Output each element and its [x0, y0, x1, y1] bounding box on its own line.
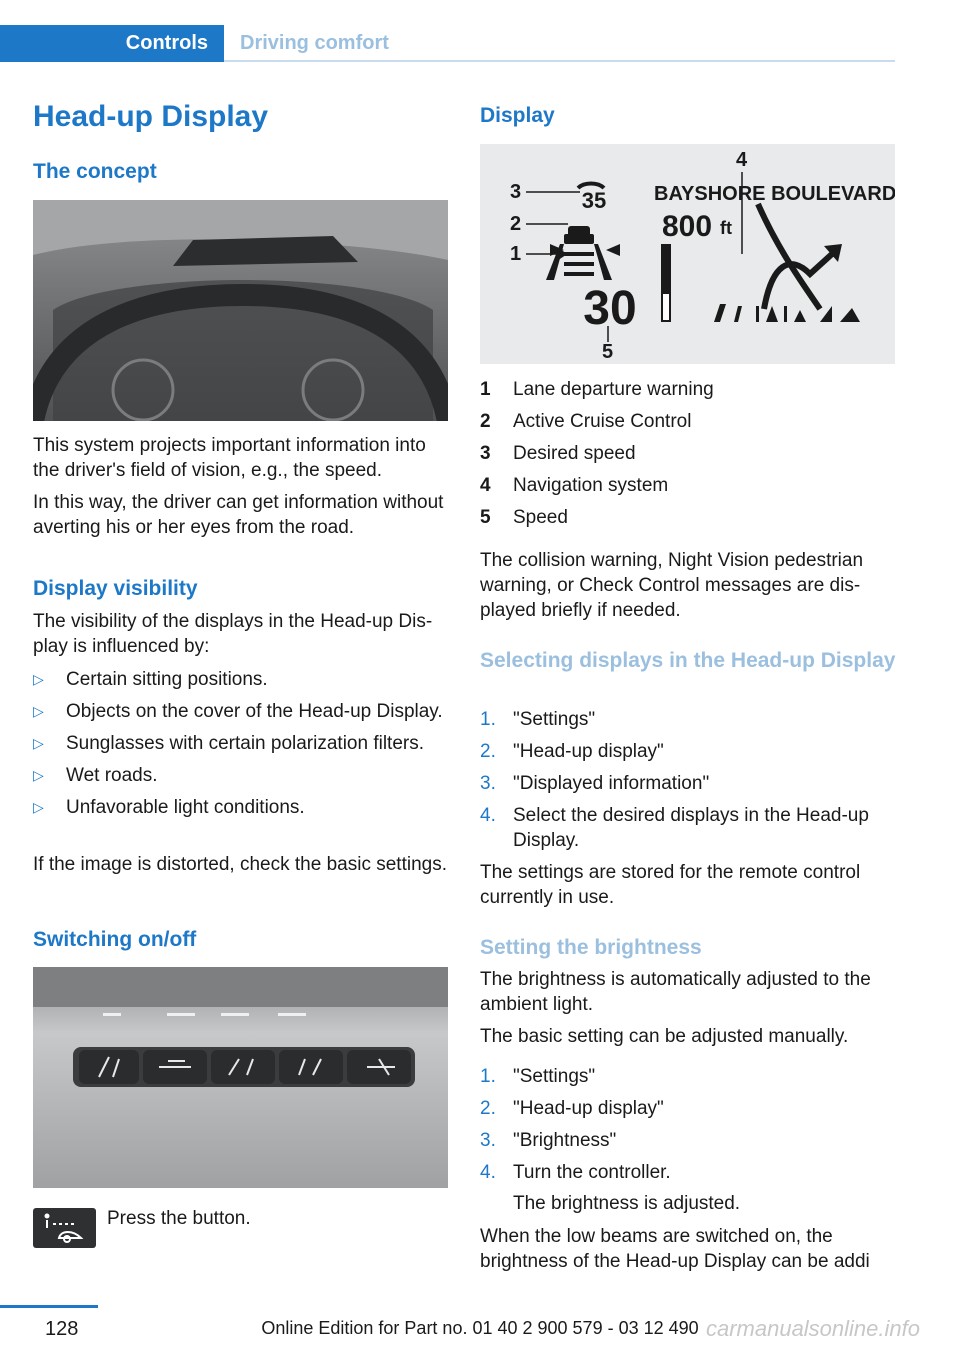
hud-display-diagram: [480, 144, 895, 364]
legend-item: 2 Active Cruise Control: [480, 411, 692, 432]
desired-speed-value: 35: [581, 188, 607, 213]
concept-paragraph-1: This system projects important information into the driver's field of vision, e.g., the speed.: [33, 435, 426, 481]
list-item: 2. "Head-up display": [480, 741, 664, 762]
display-heading: Display: [480, 104, 555, 127]
page-number: 128: [45, 1318, 79, 1340]
lane-markers: [714, 304, 860, 322]
visibility-heading: Display visibility: [33, 577, 198, 600]
distance-unit: ft: [720, 218, 732, 238]
turn-arrow-icon: [758, 204, 842, 309]
list-item: 1. "Settings": [480, 1066, 596, 1087]
callout-4: 4: [736, 149, 748, 171]
brightness-paragraph-2: The basic setting can be adjusted manually.: [480, 1026, 849, 1047]
brightness-paragraph-1: The brightness is automatically adjusted to the ambient light.: [480, 969, 871, 1015]
list-item: ▷ Certain sitting positions.: [33, 669, 268, 690]
callout-3: 3: [510, 181, 522, 203]
press-button-text: Press the button.: [107, 1208, 251, 1229]
brightness-steps-list: [480, 1064, 900, 1192]
settings-stored-paragraph: The settings are stored for the remote control currently in use.: [480, 862, 861, 908]
hud-button-icon[interactable]: [33, 1208, 96, 1248]
dashboard-illustration: [33, 200, 448, 421]
tab-driving-comfort[interactable]: Driving comfort: [240, 32, 389, 54]
visibility-list: [33, 667, 451, 827]
header-divider: [224, 60, 895, 62]
callout-1: 1: [510, 243, 522, 265]
select-displays-heading: Selecting displays in the Head-up Display: [480, 649, 896, 672]
list-item: 4. Select the desired displays in the Head-up Display.: [480, 805, 869, 851]
header-bar: [0, 25, 895, 62]
switching-heading: Switching on/off: [33, 928, 197, 951]
lane-departure-symbol: [546, 244, 620, 280]
list-item: 3. "Displayed information": [480, 773, 710, 794]
callout-2: 2: [510, 213, 522, 235]
list-item: ▷ Unfavorable light conditions.: [33, 797, 305, 818]
watermark: carmanualsonline.info: [705, 1316, 920, 1341]
triangle-bullet-icon: ▷: [33, 703, 44, 719]
tab-controls[interactable]: Controls: [0, 25, 224, 62]
page-title: Head-up Display: [33, 100, 269, 133]
list-item: ▷ Wet roads.: [33, 765, 158, 786]
list-item: 4. Turn the controller.: [480, 1162, 671, 1183]
low-beams-paragraph: When the low beams are switched on, the brightness of the Head-up Display can be addi: [480, 1226, 870, 1272]
brightness-result: The brightness is adjusted.: [513, 1193, 741, 1214]
triangle-bullet-icon: ▷: [33, 735, 44, 751]
legend-item: 3 Desired speed: [480, 443, 636, 464]
distance-bar: [661, 244, 671, 322]
triangle-bullet-icon: ▷: [33, 799, 44, 815]
legend-item: 1 Lane departure warning: [480, 379, 714, 400]
concept-heading: The concept: [33, 160, 157, 183]
legend-item: 5 Speed: [480, 507, 568, 528]
hud-icon: [33, 1208, 96, 1248]
speed-value: 30: [583, 282, 637, 335]
collision-paragraph: The collision warning, Night Vision pedestrian warning, or Check Control messages are displayed briefly if needed.: [480, 550, 864, 621]
footer-accent-line: [0, 1305, 98, 1308]
button-panel-illustration: [33, 967, 448, 1188]
select-steps-list: [480, 707, 900, 860]
callout-5: 5: [602, 341, 614, 363]
dashboard-photo: [33, 200, 448, 421]
list-item: 1. "Settings": [480, 709, 596, 730]
edition-text: Online Edition for Part no. 01 40 2 900 579 - 03 12 490: [261, 1318, 699, 1338]
list-item: ▷ Sunglasses with certain polarization filters.: [33, 733, 425, 754]
distance-value: 800: [662, 210, 713, 243]
distorted-paragraph: If the image is distorted, check the basic settings.: [33, 854, 447, 875]
list-item: 3. "Brightness": [480, 1130, 617, 1151]
display-legend: [480, 377, 900, 537]
car-icon: [564, 226, 594, 244]
list-item: ▷ Objects on the cover of the Head-up Display.: [33, 701, 443, 722]
legend-item: 4 Navigation system: [480, 475, 669, 496]
visibility-intro: The visibility of the displays in the Head-up Display is influenced by:: [33, 611, 433, 657]
triangle-bullet-icon: ▷: [33, 671, 44, 687]
hud-diagram-svg: [480, 144, 895, 364]
brightness-heading: Setting the brightness: [480, 936, 702, 959]
button-panel-photo: [33, 967, 448, 1188]
street-name: BAYSHORE BOULEVARD: [654, 183, 895, 205]
concept-paragraph-2: In this way, the driver can get information without averting his or her eyes from the road.: [33, 492, 444, 538]
list-item: 2. "Head-up display": [480, 1098, 664, 1119]
triangle-bullet-icon: ▷: [33, 767, 44, 783]
